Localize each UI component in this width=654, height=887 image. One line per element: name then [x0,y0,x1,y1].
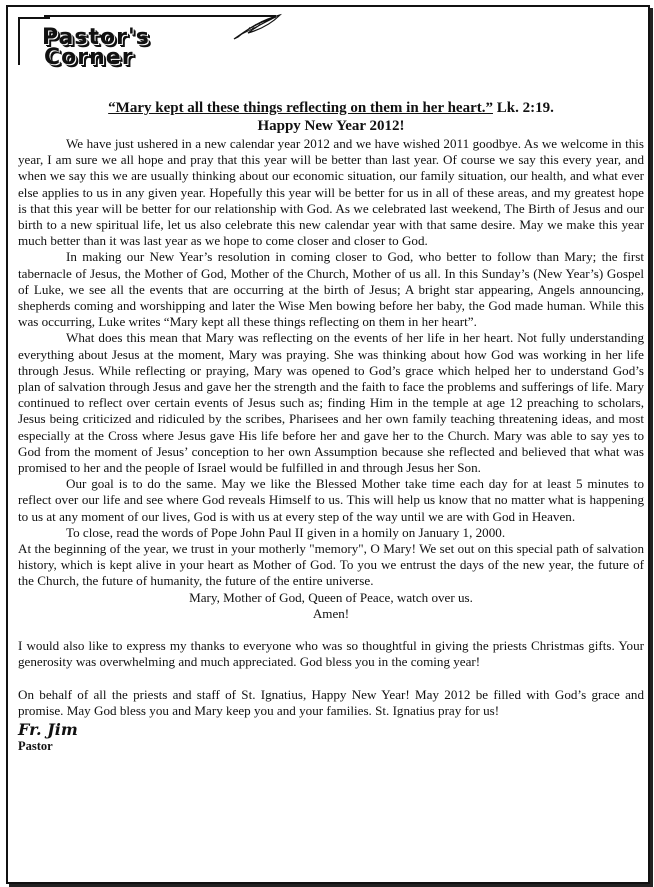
scripture-quote-heading [18,99,644,117]
prayer-line: Mary, Mother of God, Queen of Peace, watch over us. [189,589,473,605]
signature-name: Fr. Jim [18,719,78,739]
scripture-quote: “Mary kept all these things reflecting on them in her heart.” [108,100,493,116]
closing-paragraph: On behalf of all the priests and staff of St. Ignatius, Happy New Year! May 2012 be filled with God’s grace and promise. May God bless you and Mary keep you and your families. St. Ignatius pray for us! [18,686,644,718]
thanks-paragraph: I would also like to express my thanks to everyone who was so thoughtful in giving the priests Christmas gifts. Your generosity was overwhelming and much appreciated. God bless you in the coming year! [18,638,644,670]
paragraph-3: What does this mean that Mary was reflecting on the events of her life in her heart. Not fully understanding everything about Jesus at the moment, Mary was praying. She was thinking about how God was working in her life through Jesus. While reflecting or praying, Mary was opened to God’s grace which helped her to understand God’s plan of salvation through Jesus and gave her the strength and the faith to face the problems and sufferings of life. Mary continued to reflect over certain events of Jesus such as; finding Him in the temple at age 12 preaching to scholars, Jesus being criticized and ridiculed by the scribes, Pharisees and her own family teaching threatening ideas, and most especially at the Cross where Jesus gave His life before her and gave her to the Church. Mary was able to say yes to God from the moment of Jesus’ conception to her own Assumption because she reflected and believed that what was promised to her and the people of Israel would be fulfilled in and through Jesus her Son. [18,330,644,476]
pastors-corner-logo [18,13,288,73]
article-body [18,99,644,754]
homily-quote: At the beginning of the year, we trust in your motherly "memory", O Mary! We set out on this special path of salvation history, which is kept alive in your heart as Mother of God. To you we entrust the days of the new year, the future of the Church, the future of humanity, the future of the entire universe. [18,541,644,589]
spacer [18,622,644,638]
paragraph-2: In making our New Year’s resolution in coming closer to God, who better to follow than Mary; the first tabernacle of Jesus, the Mother of God, Mother of the Church, Mother of us all. In this Sunday’s (New Year’s) Gospel of Luke, we see all the events that are occurring at the birth of Jesus; A bright star appearing, Angels announcing, shepherds coming and worshipping and later the Wise Men bowing before her baby, the God made human. While this was occurring, Luke writes “Mary kept all these things reflecting on them in her heart”. [18,249,644,330]
logo-text-corner: Corner [44,45,134,70]
amen-line: Amen! [312,605,350,621]
signature-title: Pastor [18,738,53,753]
paragraph-1: We have just ushered in a new calendar year 2012 and we have wished 2011 goodbye. As we welcome in this year, I am sure we all hope and pray that this year will be better than last year. Of course we say this every year, and when we say this we are usually thinking about our economic situation, our family situation, our health, and what ever else applies to us in any given year. Hopefully this year will be better for us in all of these areas, and my greatest hope is that this year will be better for our relationship with God. As we celebrated last weekend, The Birth of Jesus and our birth to a new spiritual life, let us also celebrate this new calendar year with that same desire. May we make this year much better than it was last year as we hope to come closer and closer to God. [18,136,644,249]
scripture-reference: Lk. 2:19. [496,100,554,116]
page-frame [6,5,650,884]
paragraph-5: To close, read the words of Pope John Paul II given in a homily on January 1, 2000. [66,524,506,540]
spacer [18,671,644,687]
quill-pen-icon [232,13,282,43]
paragraph-4: Our goal is to do the same. May we like the Blessed Mother take time each day for at least 5 minutes to reflect over our life and see where God reveals Himself to us. This will help us know that no matter what is happening to us at any moment of our lives, God is with us at every step of the way until we are with God in Heaven. [18,476,644,524]
logo-text-pastors: Pastor's [42,25,150,50]
new-year-greeting: Happy New Year 2012! [257,118,405,134]
